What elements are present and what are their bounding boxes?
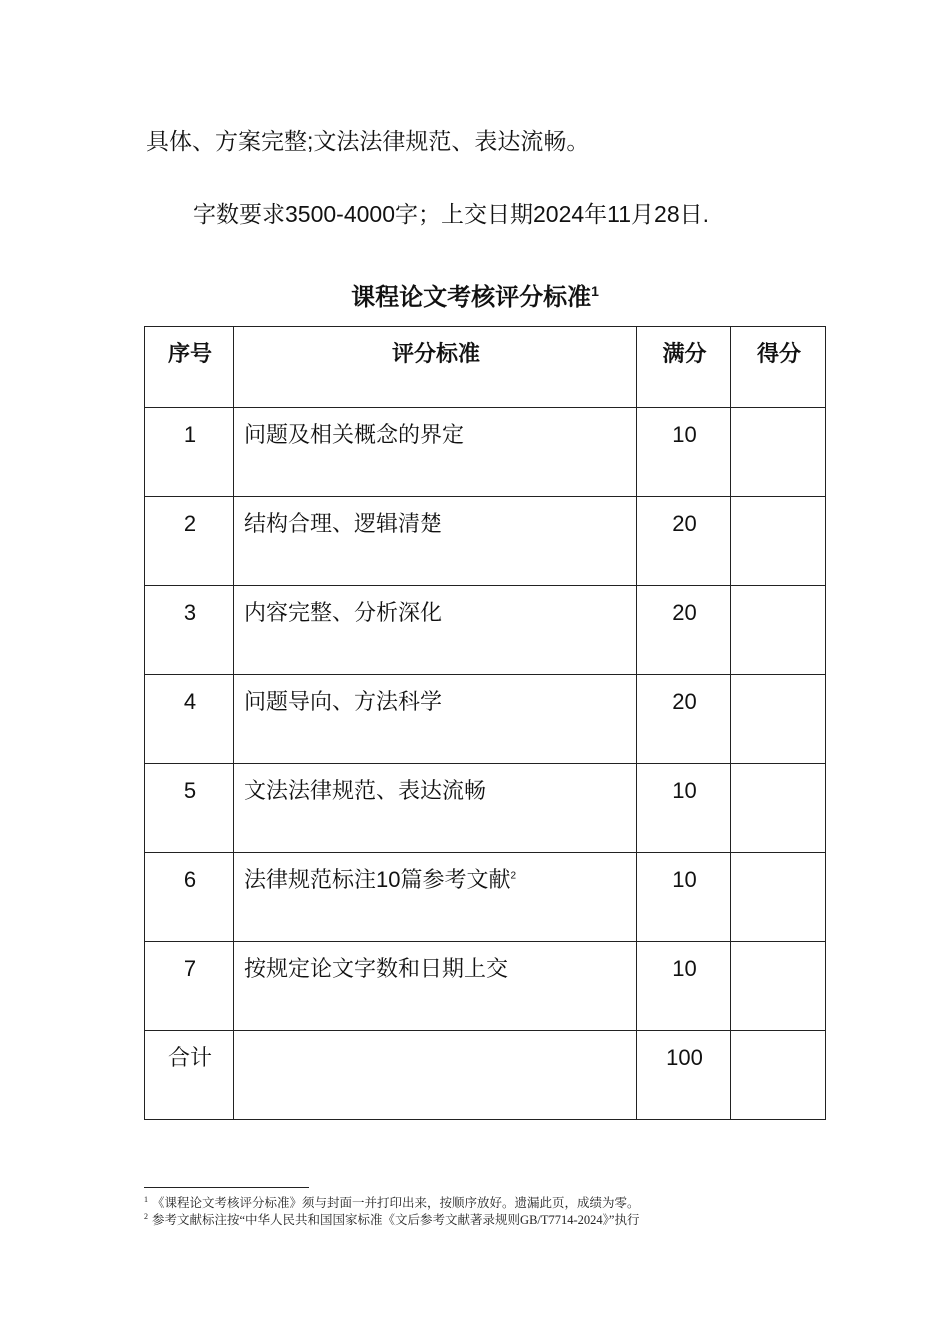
cell-no-text: 7 xyxy=(183,956,197,981)
table-row xyxy=(145,586,826,675)
cell-score[interactable] xyxy=(731,853,826,942)
cell-full-score xyxy=(637,408,731,497)
cell-full-score xyxy=(637,764,731,853)
cell-criterion-text: 结构合理、逻辑清楚 xyxy=(244,511,443,536)
table-row xyxy=(145,408,826,497)
cell-score[interactable] xyxy=(731,408,826,497)
cell-criterion xyxy=(234,497,637,586)
cell-no-text: 4 xyxy=(183,689,197,714)
table-row xyxy=(145,764,826,853)
cell-full-score xyxy=(637,1031,731,1120)
cell-no xyxy=(145,764,234,853)
cell-no xyxy=(145,497,234,586)
cell-no xyxy=(145,942,234,1031)
cell-no xyxy=(145,853,234,942)
table-row xyxy=(145,942,826,1031)
cell-criterion-text: 问题及相关概念的界定 xyxy=(244,422,465,447)
cell-score[interactable] xyxy=(731,764,826,853)
footnote-1 xyxy=(144,1195,640,1212)
cell-full-score-text: 20 xyxy=(672,689,697,714)
cell-full-score xyxy=(637,586,731,675)
cell-full-score-text: 10 xyxy=(672,778,697,803)
cell-criterion xyxy=(234,408,637,497)
cell-criterion-text: 内容完整、分析深化 xyxy=(244,600,443,625)
footnote-ref-1: 1 xyxy=(591,283,599,299)
cell-criterion xyxy=(234,853,637,942)
cell-no-text: 2 xyxy=(183,511,197,536)
cell-full-score-text: 100 xyxy=(666,1045,703,1070)
cell-full-score xyxy=(637,497,731,586)
header-criterion: 评分标准 xyxy=(234,327,637,408)
cell-full-score-text: 10 xyxy=(672,956,697,981)
cell-criterion xyxy=(234,586,637,675)
table-title xyxy=(0,282,950,314)
grading-table xyxy=(144,326,826,1120)
cell-no xyxy=(145,586,234,675)
body-paragraph-2: 字数要求3500-4000字；上交日期2024年11月28日. xyxy=(193,201,710,227)
table-row xyxy=(145,1031,826,1120)
footnote-text: 《课程论文考核评分标准》须与封面一并打印出来，按顺序放好。遗漏此页，成绩为零。 xyxy=(152,1196,640,1210)
cell-no-text: 1 xyxy=(183,422,197,447)
cell-score[interactable] xyxy=(731,497,826,586)
body-paragraph-1: 具体、方案完整;文法法律规范、表达流畅。 xyxy=(146,128,590,154)
cell-no-text: 3 xyxy=(183,600,197,625)
cell-criterion xyxy=(234,1031,637,1120)
cell-criterion-text: 文法法律规范、表达流畅 xyxy=(244,778,487,803)
table-row xyxy=(145,853,826,942)
cell-full-score xyxy=(637,853,731,942)
cell-full-score-text: 20 xyxy=(672,511,697,536)
cell-full-score xyxy=(637,942,731,1031)
footnote-2 xyxy=(144,1212,639,1229)
header-full-score: 满分 xyxy=(637,327,731,408)
header-no: 序号 xyxy=(145,327,234,408)
cell-no-text: 合计 xyxy=(167,1045,212,1070)
footnote-ref-2: 2 xyxy=(510,870,517,882)
cell-score[interactable] xyxy=(731,942,826,1031)
cell-no-text: 5 xyxy=(183,778,197,803)
footnote-text: 参考文献标注按“中华人民共和国国家标准《文后参考文献著录规则GB/T7714-2024》”执行 xyxy=(152,1213,640,1227)
cell-full-score xyxy=(637,675,731,764)
cell-criterion-text: 问题导向、方法科学 xyxy=(244,689,443,714)
cell-criterion-text: 法律规范标注10篇参考文献 xyxy=(244,867,511,892)
header-score: 得分 xyxy=(731,327,826,408)
table-header-row xyxy=(145,327,826,408)
cell-score[interactable] xyxy=(731,1031,826,1120)
cell-score[interactable] xyxy=(731,675,826,764)
footnote-mark: 1 xyxy=(144,1194,148,1204)
cell-criterion xyxy=(234,942,637,1031)
footnote-separator xyxy=(144,1187,309,1188)
table-title-text: 课程论文考核评分标准 xyxy=(351,284,592,311)
cell-criterion xyxy=(234,675,637,764)
cell-full-score-text: 10 xyxy=(672,867,697,892)
cell-score[interactable] xyxy=(731,586,826,675)
table-row xyxy=(145,675,826,764)
cell-no xyxy=(145,408,234,497)
cell-full-score-text: 20 xyxy=(672,600,697,625)
footnote-mark: 2 xyxy=(144,1211,148,1221)
cell-no xyxy=(145,675,234,764)
cell-no xyxy=(145,1031,234,1120)
cell-criterion-text: 按规定论文字数和日期上交 xyxy=(244,956,509,981)
cell-criterion xyxy=(234,764,637,853)
table-row xyxy=(145,497,826,586)
cell-full-score-text: 10 xyxy=(672,422,697,447)
cell-no-text: 6 xyxy=(183,867,197,892)
